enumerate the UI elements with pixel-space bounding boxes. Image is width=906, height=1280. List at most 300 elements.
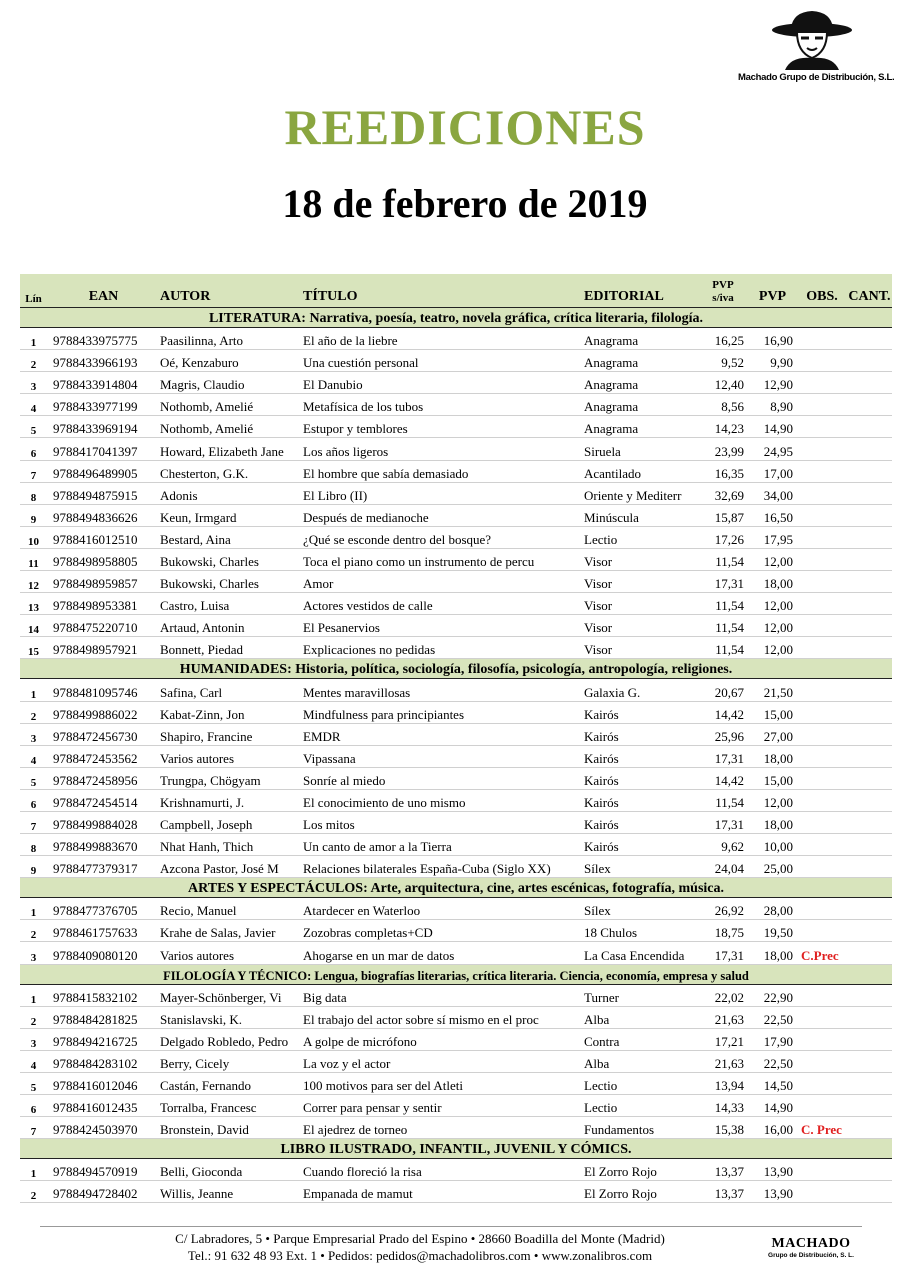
row-pvp-siva: 11,54	[698, 789, 748, 811]
row-pvp-siva: 13,37	[698, 1159, 748, 1181]
row-lin: 3	[20, 372, 47, 394]
row-pvp-siva: 9,62	[698, 834, 748, 856]
row-autor: Castán, Fernando	[160, 1072, 303, 1094]
row-obs: C. Prec	[797, 1117, 847, 1139]
row-cant	[847, 723, 892, 745]
table-row	[20, 482, 892, 504]
row-pvp: 18,00	[748, 811, 797, 833]
row-pvp: 15,00	[748, 767, 797, 789]
header-autor: AUTOR	[160, 274, 303, 308]
table-row	[20, 637, 892, 659]
row-obs	[797, 984, 847, 1006]
row-autor: Castro, Luisa	[160, 593, 303, 615]
row-titulo: Toca el piano como un instrumento de percu	[303, 548, 584, 570]
header-lin: Lín	[20, 274, 47, 308]
row-autor: Torralba, Francesc	[160, 1095, 303, 1117]
section-header	[20, 964, 892, 984]
row-ean: 9788409080120	[47, 942, 160, 964]
footer-brand-sub: Grupo de Distribución, S. L.	[768, 1252, 854, 1259]
row-lin: 9	[20, 504, 47, 526]
row-ean: 9788481095746	[47, 679, 160, 701]
section-title: HUMANIDADES: Historia, política, sociología, filosofía, psicología, antropología, religiones.	[20, 659, 892, 679]
section-header	[20, 308, 892, 328]
row-autor: Trungpa, Chögyam	[160, 767, 303, 789]
header-obs: OBS.	[797, 274, 847, 308]
row-pvp: 16,00	[748, 1117, 797, 1139]
row-autor: Artaud, Antonin	[160, 615, 303, 637]
row-autor: Howard, Elizabeth Jane	[160, 438, 303, 460]
row-autor: Shapiro, Francine	[160, 723, 303, 745]
row-ean: 9788494875915	[47, 482, 160, 504]
row-obs	[797, 526, 847, 548]
row-obs	[797, 394, 847, 416]
row-ean: 9788416012435	[47, 1095, 160, 1117]
header-editorial: EDITORIAL	[584, 274, 698, 308]
row-pvp-siva: 14,42	[698, 767, 748, 789]
row-lin: 7	[20, 811, 47, 833]
row-cant	[847, 526, 892, 548]
row-pvp-siva: 16,35	[698, 460, 748, 482]
row-pvp: 17,00	[748, 460, 797, 482]
row-pvp-siva: 15,38	[698, 1117, 748, 1139]
row-autor: Adonis	[160, 482, 303, 504]
row-cant	[847, 615, 892, 637]
section-title: LIBRO ILUSTRADO, INFANTIL, JUVENIL Y CÓMICS.	[20, 1139, 892, 1159]
table-row	[20, 1181, 892, 1203]
row-lin: 8	[20, 482, 47, 504]
row-lin: 5	[20, 1072, 47, 1094]
row-editorial: 18 Chulos	[584, 920, 698, 942]
row-autor: Berry, Cicely	[160, 1050, 303, 1072]
row-cant	[847, 593, 892, 615]
row-ean: 9788433975775	[47, 328, 160, 350]
row-editorial: Kairós	[584, 789, 698, 811]
footer-line-2: Tel.: 91 632 48 93 Ext. 1 • Pedidos: pedidos@machadolibros.com • www.zonalibros.com	[187, 1248, 653, 1263]
row-obs	[797, 350, 847, 372]
row-ean: 9788433966193	[47, 350, 160, 372]
table-row	[20, 723, 892, 745]
row-pvp: 10,00	[748, 834, 797, 856]
footer-line-1: C/ Labradores, 5 • Parque Empresarial Prado del Espino • 28660 Boadilla del Monte (Madrid)	[175, 1231, 665, 1246]
row-pvp: 24,95	[748, 438, 797, 460]
table-row	[20, 615, 892, 637]
row-titulo: Big data	[303, 984, 584, 1006]
row-pvp: 14,90	[748, 1095, 797, 1117]
row-obs	[797, 745, 847, 767]
row-pvp-siva: 21,63	[698, 1006, 748, 1028]
row-cant	[847, 637, 892, 659]
row-pvp-siva: 17,26	[698, 526, 748, 548]
row-autor: Magris, Claudio	[160, 372, 303, 394]
section-header	[20, 878, 892, 898]
row-pvp-siva: 11,54	[698, 593, 748, 615]
header-cant: CANT.	[847, 274, 892, 308]
row-cant	[847, 701, 892, 723]
row-autor: Belli, Gioconda	[160, 1159, 303, 1181]
table-row	[20, 526, 892, 548]
row-lin: 5	[20, 416, 47, 438]
page-title: REEDICIONES	[284, 99, 646, 155]
row-autor: Bestard, Aina	[160, 526, 303, 548]
row-cant	[847, 394, 892, 416]
header-pvp: PVP	[748, 274, 797, 308]
row-cant	[847, 679, 892, 701]
row-titulo: ¿Qué se esconde dentro del bosque?	[303, 526, 584, 548]
row-autor: Nhat Hanh, Thich	[160, 834, 303, 856]
row-cant	[847, 504, 892, 526]
row-titulo: Atardecer en Waterloo	[303, 898, 584, 920]
row-pvp-siva: 24,04	[698, 856, 748, 878]
row-obs	[797, 1050, 847, 1072]
row-editorial: Visor	[584, 548, 698, 570]
row-cant	[847, 482, 892, 504]
table-body	[20, 308, 892, 1203]
row-pvp-siva: 17,31	[698, 811, 748, 833]
row-editorial: Minúscula	[584, 504, 698, 526]
row-ean: 9788472454514	[47, 789, 160, 811]
row-autor: Krishnamurti, J.	[160, 789, 303, 811]
table-row	[20, 679, 892, 701]
row-editorial: Anagrama	[584, 416, 698, 438]
row-pvp-siva: 17,21	[698, 1028, 748, 1050]
row-editorial: Anagrama	[584, 372, 698, 394]
row-obs	[797, 548, 847, 570]
row-cant	[847, 745, 892, 767]
row-pvp: 12,90	[748, 372, 797, 394]
row-lin: 3	[20, 942, 47, 964]
row-ean: 9788499884028	[47, 811, 160, 833]
row-lin: 6	[20, 1095, 47, 1117]
row-cant	[847, 571, 892, 593]
row-editorial: Anagrama	[584, 328, 698, 350]
row-pvp-siva: 8,56	[698, 394, 748, 416]
row-obs	[797, 1181, 847, 1203]
row-titulo: Un canto de amor a la Tierra	[303, 834, 584, 856]
row-lin: 9	[20, 856, 47, 878]
row-pvp-siva: 23,99	[698, 438, 748, 460]
row-ean: 9788484283102	[47, 1050, 160, 1072]
row-ean: 9788494570919	[47, 1159, 160, 1181]
table-row	[20, 571, 892, 593]
row-editorial: Visor	[584, 571, 698, 593]
row-cant	[847, 984, 892, 1006]
row-pvp: 12,00	[748, 548, 797, 570]
books-table	[20, 274, 892, 1203]
row-autor: Chesterton, G.K.	[160, 460, 303, 482]
row-pvp-siva: 20,67	[698, 679, 748, 701]
row-pvp: 16,50	[748, 504, 797, 526]
row-pvp: 17,90	[748, 1028, 797, 1050]
row-titulo: Después de medianoche	[303, 504, 584, 526]
row-editorial: Lectio	[584, 1072, 698, 1094]
row-lin: 11	[20, 548, 47, 570]
row-titulo: Empanada de mamut	[303, 1181, 584, 1203]
row-titulo: El conocimiento de uno mismo	[303, 789, 584, 811]
row-pvp: 8,90	[748, 394, 797, 416]
row-editorial: Kairós	[584, 701, 698, 723]
row-titulo: Mindfulness para principiantes	[303, 701, 584, 723]
row-lin: 2	[20, 701, 47, 723]
row-editorial: Visor	[584, 615, 698, 637]
row-pvp: 25,00	[748, 856, 797, 878]
row-cant	[847, 328, 892, 350]
row-pvp-siva: 11,54	[698, 615, 748, 637]
footer-brand: MACHADO	[771, 1236, 851, 1251]
row-lin: 4	[20, 394, 47, 416]
row-pvp-siva: 17,31	[698, 942, 748, 964]
row-editorial: Visor	[584, 593, 698, 615]
row-pvp-siva: 17,31	[698, 571, 748, 593]
row-titulo: El Danubio	[303, 372, 584, 394]
row-autor: Bronstein, David	[160, 1117, 303, 1139]
row-lin: 2	[20, 350, 47, 372]
row-editorial: Acantilado	[584, 460, 698, 482]
row-titulo: Ahogarse en un mar de datos	[303, 942, 584, 964]
row-autor: Safina, Carl	[160, 679, 303, 701]
row-ean: 9788416012046	[47, 1072, 160, 1094]
row-pvp: 15,00	[748, 701, 797, 723]
header-ean: EAN	[47, 274, 160, 308]
row-pvp: 13,90	[748, 1159, 797, 1181]
table-row	[20, 789, 892, 811]
row-lin: 8	[20, 834, 47, 856]
row-editorial: Anagrama	[584, 394, 698, 416]
row-lin: 1	[20, 328, 47, 350]
row-lin: 3	[20, 1028, 47, 1050]
row-pvp-siva: 13,37	[698, 1181, 748, 1203]
row-pvp: 16,90	[748, 328, 797, 350]
row-lin: 1	[20, 984, 47, 1006]
row-lin: 5	[20, 767, 47, 789]
row-pvp-siva: 14,33	[698, 1095, 748, 1117]
row-obs	[797, 593, 847, 615]
row-cant	[847, 811, 892, 833]
row-cant	[847, 548, 892, 570]
row-lin: 1	[20, 679, 47, 701]
row-lin: 1	[20, 898, 47, 920]
row-obs	[797, 920, 847, 942]
row-lin: 4	[20, 745, 47, 767]
row-pvp: 18,00	[748, 942, 797, 964]
row-pvp-siva: 25,96	[698, 723, 748, 745]
table-row	[20, 1028, 892, 1050]
row-cant	[847, 460, 892, 482]
row-editorial: Kairós	[584, 723, 698, 745]
row-editorial: Siruela	[584, 438, 698, 460]
row-obs	[797, 328, 847, 350]
row-obs	[797, 898, 847, 920]
row-obs	[797, 767, 847, 789]
header-titulo: TÍTULO	[303, 274, 584, 308]
table-row	[20, 328, 892, 350]
section-title: LITERATURA: Narrativa, poesía, teatro, novela gráfica, crítica literaria, filología.	[20, 308, 892, 328]
row-editorial: Lectio	[584, 526, 698, 548]
table-row	[20, 834, 892, 856]
row-pvp: 18,00	[748, 571, 797, 593]
row-editorial: Kairós	[584, 834, 698, 856]
row-lin: 13	[20, 593, 47, 615]
row-pvp-siva: 11,54	[698, 548, 748, 570]
table-row	[20, 942, 892, 964]
row-titulo: EMDR	[303, 723, 584, 745]
row-obs	[797, 856, 847, 878]
row-ean: 9788475220710	[47, 615, 160, 637]
row-cant	[847, 834, 892, 856]
row-pvp: 22,50	[748, 1006, 797, 1028]
row-pvp: 18,00	[748, 745, 797, 767]
row-titulo: Vipassana	[303, 745, 584, 767]
row-pvp-siva: 32,69	[698, 482, 748, 504]
table-row	[20, 504, 892, 526]
row-pvp: 13,90	[748, 1181, 797, 1203]
row-cant	[847, 767, 892, 789]
table-row	[20, 1095, 892, 1117]
table-row	[20, 438, 892, 460]
row-autor: Willis, Jeanne	[160, 1181, 303, 1203]
row-obs	[797, 482, 847, 504]
table-row	[20, 767, 892, 789]
row-pvp-siva: 11,54	[698, 637, 748, 659]
row-ean: 9788433969194	[47, 416, 160, 438]
row-editorial: Contra	[584, 1028, 698, 1050]
row-editorial: Fundamentos	[584, 1117, 698, 1139]
row-titulo: Estupor y temblores	[303, 416, 584, 438]
table-header	[20, 274, 892, 308]
row-obs	[797, 701, 847, 723]
header-pvp-siva	[698, 274, 748, 308]
table-row	[20, 1006, 892, 1028]
row-obs	[797, 811, 847, 833]
row-autor: Varios autores	[160, 942, 303, 964]
row-lin: 10	[20, 526, 47, 548]
row-ean: 9788461757633	[47, 920, 160, 942]
row-cant	[847, 1006, 892, 1028]
row-obs	[797, 637, 847, 659]
row-titulo: Relaciones bilaterales España-Cuba (Siglo XX)	[303, 856, 584, 878]
row-pvp: 14,50	[748, 1072, 797, 1094]
row-pvp-siva: 14,42	[698, 701, 748, 723]
row-obs	[797, 1159, 847, 1181]
row-titulo: Correr para pensar y sentir	[303, 1095, 584, 1117]
row-titulo: Metafísica de los tubos	[303, 394, 584, 416]
table-row	[20, 1159, 892, 1181]
table-row	[20, 593, 892, 615]
table-row	[20, 920, 892, 942]
table-row	[20, 548, 892, 570]
row-ean: 9788433977199	[47, 394, 160, 416]
row-pvp: 28,00	[748, 898, 797, 920]
row-lin: 2	[20, 1006, 47, 1028]
row-cant	[847, 1072, 892, 1094]
row-titulo: Los mitos	[303, 811, 584, 833]
row-autor: Keun, Irmgard	[160, 504, 303, 526]
row-obs	[797, 438, 847, 460]
row-pvp: 12,00	[748, 789, 797, 811]
row-editorial: Galaxia G.	[584, 679, 698, 701]
row-ean: 9788415832102	[47, 984, 160, 1006]
row-titulo: Amor	[303, 571, 584, 593]
row-ean: 9788499883670	[47, 834, 160, 856]
row-pvp-siva: 16,25	[698, 328, 748, 350]
row-lin: 12	[20, 571, 47, 593]
section-header	[20, 659, 892, 679]
row-titulo: Sonríe al miedo	[303, 767, 584, 789]
row-lin: 14	[20, 615, 47, 637]
row-autor: Nothomb, Amelié	[160, 394, 303, 416]
row-titulo: A golpe de micrófono	[303, 1028, 584, 1050]
row-autor: Oé, Kenzaburo	[160, 350, 303, 372]
row-editorial: Kairós	[584, 767, 698, 789]
row-pvp: 12,00	[748, 637, 797, 659]
row-autor: Campbell, Joseph	[160, 811, 303, 833]
row-obs	[797, 372, 847, 394]
row-titulo: El trabajo del actor sobre sí mismo en el proc	[303, 1006, 584, 1028]
row-ean: 9788498959857	[47, 571, 160, 593]
row-titulo: El Pesanervios	[303, 615, 584, 637]
row-lin: 7	[20, 460, 47, 482]
row-lin: 1	[20, 1159, 47, 1181]
row-obs	[797, 834, 847, 856]
row-obs	[797, 1072, 847, 1094]
table-row	[20, 811, 892, 833]
row-pvp-siva: 15,87	[698, 504, 748, 526]
row-obs	[797, 1095, 847, 1117]
row-titulo: Los años ligeros	[303, 438, 584, 460]
row-autor: Varios autores	[160, 745, 303, 767]
row-titulo: 100 motivos para ser del Atleti	[303, 1072, 584, 1094]
row-pvp-siva: 18,75	[698, 920, 748, 942]
row-ean: 9788494216725	[47, 1028, 160, 1050]
row-pvp: 12,00	[748, 615, 797, 637]
row-pvp-siva: 17,31	[698, 745, 748, 767]
table-row	[20, 701, 892, 723]
row-titulo: Mentes maravillosas	[303, 679, 584, 701]
row-editorial: Alba	[584, 1006, 698, 1028]
row-autor: Mayer-Schönberger, Vi	[160, 984, 303, 1006]
company-logo	[738, 8, 895, 96]
header-pvp-siva-2: s/iva	[712, 292, 734, 304]
row-ean: 9788433914804	[47, 372, 160, 394]
row-cant	[847, 942, 892, 964]
row-editorial: El Zorro Rojo	[584, 1159, 698, 1181]
table-row	[20, 898, 892, 920]
row-editorial: La Casa Encendida	[584, 942, 698, 964]
row-ean: 9788424503970	[47, 1117, 160, 1139]
table-row	[20, 745, 892, 767]
row-autor: Recio, Manuel	[160, 898, 303, 920]
row-lin: 2	[20, 920, 47, 942]
row-titulo: El año de la liebre	[303, 328, 584, 350]
header-pvp-siva-1: PVP	[712, 279, 734, 291]
row-obs	[797, 416, 847, 438]
row-cant	[847, 1050, 892, 1072]
row-lin: 6	[20, 438, 47, 460]
row-obs	[797, 679, 847, 701]
row-autor: Azcona Pastor, José M	[160, 856, 303, 878]
row-autor: Nothomb, Amelié	[160, 416, 303, 438]
row-ean: 9788472456730	[47, 723, 160, 745]
row-cant	[847, 1028, 892, 1050]
row-pvp: 27,00	[748, 723, 797, 745]
row-titulo: El Libro (II)	[303, 482, 584, 504]
row-editorial: Kairós	[584, 745, 698, 767]
row-obs	[797, 723, 847, 745]
table-row	[20, 1117, 892, 1139]
row-pvp: 9,90	[748, 350, 797, 372]
row-titulo: El ajedrez de torneo	[303, 1117, 584, 1139]
row-ean: 9788496489905	[47, 460, 160, 482]
table-row	[20, 1072, 892, 1094]
